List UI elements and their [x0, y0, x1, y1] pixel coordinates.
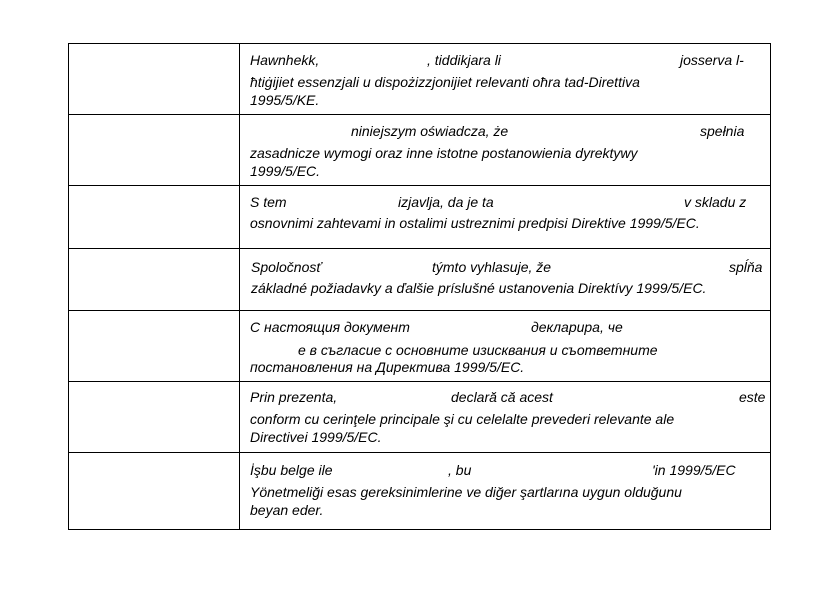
language-cell	[69, 44, 240, 115]
declaration-row-polish	[69, 115, 771, 186]
declaration-text: beyan eder.	[250, 502, 324, 518]
declaration-text: niniejszym oświadcza, że	[351, 123, 509, 139]
declaration-text: Prin prezenta,	[250, 389, 338, 405]
declaration-text-cell	[240, 453, 771, 530]
declaration-text: 1995/5/KE.	[250, 92, 320, 108]
declaration-text: základné požiadavky a ďalšie príslušné ustanovenia Direktívy 1999/5/EC.	[251, 280, 707, 296]
declaration-text: josserva l-	[680, 52, 744, 68]
declaration-text: Directivei 1999/5/EC.	[250, 429, 382, 445]
declaration-row-slovak	[69, 249, 771, 311]
declaration-text: С настоящия документ	[250, 319, 410, 335]
declaration-table	[68, 43, 771, 530]
declaration-text: týmto vyhlasuje, že	[432, 259, 552, 275]
declaration-text-cell	[240, 186, 771, 249]
declaration-text: declară că acest	[451, 389, 553, 405]
language-cell	[69, 382, 240, 453]
declaration-text: , tiddikjara li	[427, 52, 501, 68]
declaration-text: izjavlja, da je ta	[398, 194, 494, 210]
declaration-text: , bu	[448, 462, 472, 478]
declaration-row-turkish	[69, 453, 771, 530]
language-cell	[69, 311, 240, 382]
declaration-text-cell	[240, 311, 771, 382]
declaration-text-cell	[240, 44, 771, 115]
declaration-text-cell	[240, 115, 771, 186]
declaration-text: 'in 1999/5/EC	[652, 462, 736, 478]
declaration-text: spełnia	[700, 123, 745, 139]
declaration-row-romanian	[69, 382, 771, 453]
declaration-row-maltese	[69, 44, 771, 115]
declaration-text: декларира, че	[531, 319, 623, 335]
declaration-text: osnovnimi zahtevami in ostalimi ustreznimi predpisi Direktive 1999/5/EC.	[250, 215, 700, 231]
declaration-text: v skladu z	[684, 194, 747, 210]
declaration-text: Spoločnosť	[251, 259, 322, 275]
language-cell	[69, 453, 240, 530]
declaration-row-slovenian	[69, 186, 771, 249]
declaration-row-bulgarian	[69, 311, 771, 382]
declaration-text-cell	[240, 249, 771, 311]
declaration-text: постановления на Директива 1999/5/ЕС.	[250, 359, 525, 375]
declaration-text-cell	[240, 382, 771, 453]
language-cell	[69, 186, 240, 249]
declaration-text: Yönetmeliği esas gereksinimlerine ve diğer şartlarına uygun olduğunu	[250, 484, 682, 500]
language-cell	[69, 115, 240, 186]
declaration-text: Hawnhekk,	[250, 52, 320, 68]
declaration-text: ħtiġijiet essenzjali u dispożizzjonijiet relevanti oħra tad-Direttiva	[250, 74, 640, 90]
declaration-text: İşbu belge ile	[250, 462, 333, 478]
language-cell	[69, 249, 240, 311]
declaration-text: S tem	[250, 194, 287, 210]
declaration-text: е в съгласие с основните изисквания и съответните	[298, 342, 658, 358]
declaration-text: spĺňa	[729, 259, 763, 275]
declaration-text: 1999/5/EC.	[250, 163, 321, 179]
declaration-text: este	[739, 389, 766, 405]
declaration-text: conform cu cerinţele principale şi cu celelalte prevederi relevante ale	[250, 411, 675, 427]
declaration-text: zasadnicze wymogi oraz inne istotne postanowienia dyrektywy	[250, 145, 638, 161]
